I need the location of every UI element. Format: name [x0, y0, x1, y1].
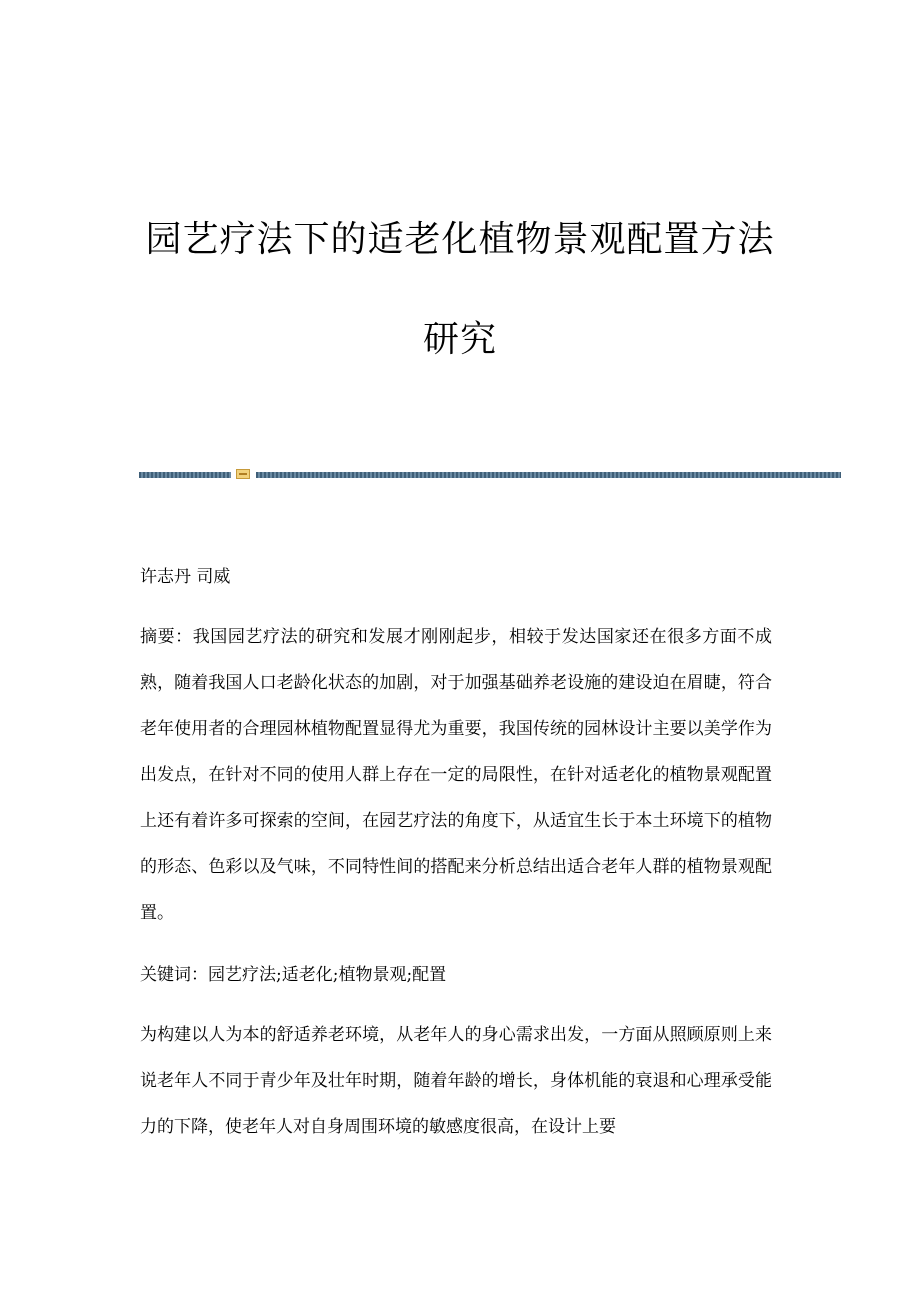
keywords: 关键词：园艺疗法;适老化;植物景观;配置 [140, 965, 447, 985]
title-divider [139, 467, 841, 481]
page-title-line-1: 园艺疗法下的适老化植物景观配置方法 [145, 219, 775, 260]
divider-bar-left [139, 472, 231, 478]
body-paragraph: 为构建以人为本的舒适养老环境，从老年人的身心需求出发，一方面从照顾原则上来说老年人不同于青少年及壮年时期，随着年龄的增长，身体机能的衰退和心理承受能力的下降，使老年人对自身周围环境的敏感度很高，在设计上要 [140, 1025, 772, 1137]
divider-ornament-icon [236, 469, 250, 479]
page-title-line-2: 研究 [422, 319, 497, 360]
authors: 许志丹 司威 [140, 567, 231, 587]
abstract: 摘要：我国园艺疗法的研究和发展才刚刚起步，相较于发达国家还在很多方面不成熟，随着我国人口老龄化状态的加剧，对于加强基础养老设施的建设迫在眉睫，符合老年使用者的合理园林植物配置显得尤为重要，我国传统的园林设计主要以美学作为出发点，在针对不同的使用人群上存在一定的局限性，在针对适老化的植物景观配置上还有着许多可探索的空间，在园艺疗法的角度下，从适宜生长于本土环境下的植物的形态、色彩以及气味，不同特性间的搭配来分析总结出适合老年人群的植物景观配置。 [140, 627, 772, 923]
divider-bar-right [256, 472, 841, 478]
